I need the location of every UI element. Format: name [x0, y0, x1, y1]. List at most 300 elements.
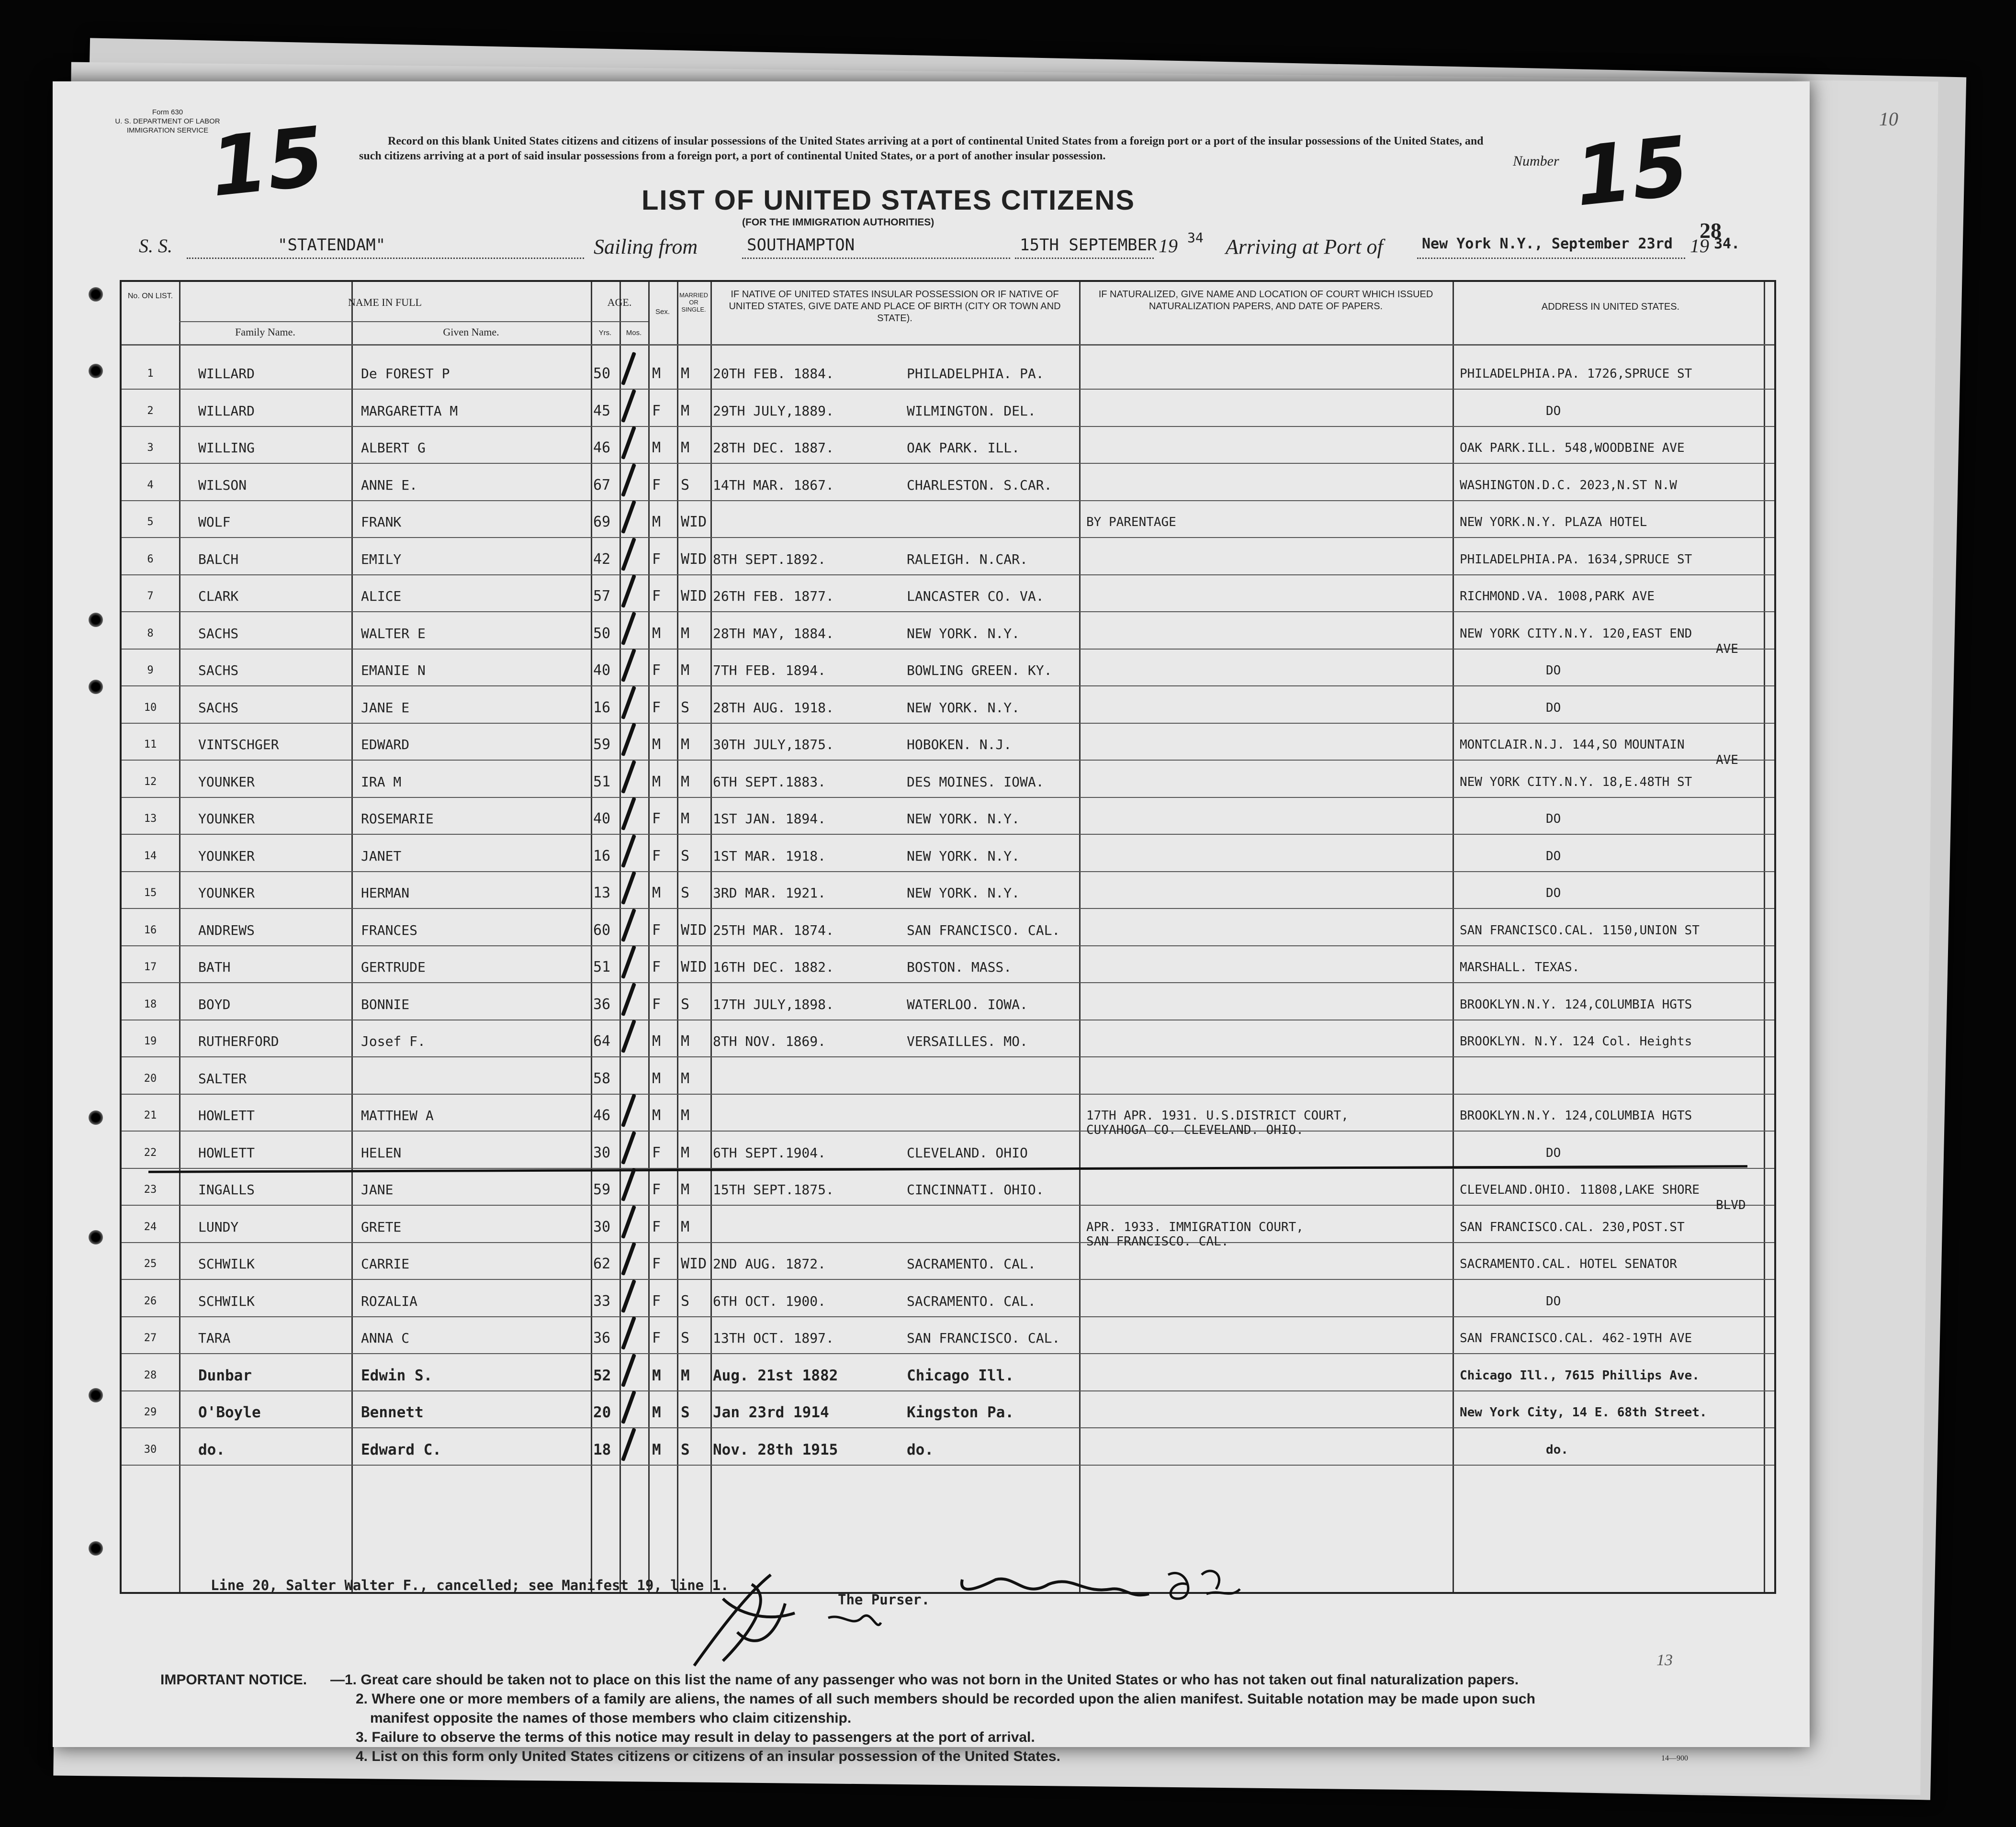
given-name: WALTER E — [361, 625, 426, 641]
row-number: 9 — [147, 664, 154, 676]
marital-status: M — [681, 773, 690, 790]
age-years: 50 — [593, 625, 611, 642]
address: SAN FRANCISCO.CAL. 1150,UNION ST — [1460, 923, 1700, 938]
address: PHILADELPHIA.PA. 1726,SPRUCE ST — [1460, 367, 1692, 381]
row-number: 5 — [147, 516, 154, 528]
given-name: JANET — [361, 848, 402, 864]
sex: F — [652, 476, 661, 493]
family-name: SCHWILK — [198, 1293, 255, 1309]
family-name: CLARK — [198, 588, 239, 604]
check-mark — [621, 760, 636, 793]
birth-place: Kingston Pa. — [907, 1404, 1014, 1421]
row-divider — [122, 611, 1774, 612]
birth-place: WILMINGTON. DEL. — [907, 403, 1036, 419]
form-line-1: Form 630 — [152, 108, 183, 116]
check-mark — [621, 1390, 636, 1424]
arrival-year-prefix: 19 — [1690, 235, 1709, 257]
corner-pencil-mark: 10 — [1879, 108, 1898, 130]
marital-status: S — [681, 476, 690, 493]
row-divider — [122, 574, 1774, 575]
col-name-header: NAME IN FULL — [348, 296, 422, 308]
birth-date: 6TH OCT. 1900. — [713, 1293, 826, 1309]
birth-date: 26TH FEB. 1877. — [713, 588, 834, 604]
notice-2-cont: manifest opposite the names of those members who claim citizenship. — [370, 1710, 852, 1726]
row-divider — [122, 1427, 1774, 1428]
birth-date: 15TH SEPT.1875. — [713, 1182, 834, 1198]
check-mark — [621, 352, 636, 385]
sex: M — [652, 1404, 661, 1421]
col-divider — [1453, 282, 1454, 1592]
family-name: WILLARD — [198, 403, 255, 419]
given-name: JANE E — [361, 699, 410, 716]
binding-hole — [89, 364, 103, 378]
birth-place: RALEIGH. N.CAR. — [907, 551, 1028, 567]
row-divider — [122, 1316, 1774, 1317]
col-divider — [648, 282, 650, 1592]
marital-status: WID — [681, 550, 707, 568]
col-no-header: No. ON LIST. — [127, 292, 173, 300]
row-divider — [122, 426, 1774, 427]
col-divider — [591, 282, 592, 1592]
address: DO — [1546, 849, 1561, 863]
check-mark — [621, 685, 636, 719]
family-name: SACHS — [198, 625, 239, 641]
row-divider — [122, 834, 1774, 835]
age-years: 57 — [593, 588, 611, 605]
marital-status: S — [681, 1292, 690, 1310]
marital-status: M — [681, 1107, 690, 1124]
col-family-header: Family Name. — [235, 326, 295, 338]
naturalization: 17TH APR. 1931. U.S.DISTRICT COURT, — [1086, 1109, 1349, 1123]
check-mark — [621, 611, 636, 645]
marital-status: M — [681, 1218, 690, 1235]
address: NEW YORK CITY.N.Y. 18,E.48TH ST — [1460, 774, 1692, 789]
age-years: 51 — [593, 959, 611, 975]
row-number: 2 — [147, 404, 154, 417]
given-name: ALICE — [361, 588, 402, 604]
row-number: 18 — [144, 998, 157, 1010]
row-divider — [122, 945, 1774, 946]
row-number: 27 — [144, 1332, 157, 1344]
address: DO — [1546, 404, 1561, 418]
birth-date: 16TH DEC. 1882. — [713, 959, 834, 975]
row-number: 24 — [144, 1221, 157, 1233]
birth-date: 28TH DEC. 1887. — [713, 440, 834, 456]
age-years: 46 — [593, 439, 611, 456]
col-divider — [179, 282, 180, 1592]
marital-status: M — [681, 1144, 690, 1161]
col-age-header: AGE. — [607, 296, 632, 308]
col-divider — [351, 282, 353, 1592]
row-number: 29 — [144, 1406, 157, 1418]
family-name: SACHS — [198, 699, 239, 716]
sex: F — [652, 1144, 661, 1161]
check-mark — [621, 389, 636, 422]
page-number: 28 — [1700, 218, 1722, 243]
given-name: De FOREST P — [361, 366, 450, 381]
row-number: 17 — [144, 961, 157, 973]
birth-date: 14TH MAR. 1867. — [713, 477, 834, 493]
binding-hole — [89, 1388, 103, 1402]
ship-name: "STATENDAM" — [278, 235, 386, 255]
family-name: LUNDY — [198, 1219, 239, 1235]
col-naturalized-header: IF NATURALIZED, GIVE NAME AND LOCATION OF COURT WHICH ISSUED NATURALIZATION PAPERS, AND DATE OF PAPERS. — [1098, 289, 1433, 312]
birth-place: SAN FRANCISCO. CAL. — [907, 1330, 1060, 1346]
birth-date: 8TH NOV. 1869. — [713, 1033, 826, 1049]
birth-date: 1ST JAN. 1894. — [713, 811, 826, 827]
age-years: 30 — [593, 1144, 611, 1161]
sex: M — [652, 773, 661, 790]
family-name: SACHS — [198, 662, 239, 678]
row-number: 8 — [147, 627, 154, 639]
check-mark — [621, 834, 636, 867]
birth-place: NEW YORK. N.Y. — [907, 699, 1020, 716]
sex: F — [652, 588, 661, 605]
given-name: MARGARETTA M — [361, 403, 458, 419]
col-address-header: ADDRESS IN UNITED STATES. — [1541, 302, 1680, 312]
family-name: YOUNKER — [198, 885, 255, 901]
row-number: 6 — [147, 553, 154, 565]
family-name: BALCH — [198, 551, 239, 567]
marital-status: S — [681, 1441, 690, 1458]
row-divider — [122, 649, 1774, 650]
address: CLEVELAND.OHIO. 11808,LAKE SHORE — [1460, 1183, 1700, 1197]
given-name: GRETE — [361, 1219, 402, 1235]
age-years: 45 — [593, 402, 611, 419]
family-name: SALTER — [198, 1070, 247, 1087]
family-name: WILSON — [198, 477, 247, 493]
check-mark — [621, 871, 636, 905]
row-divider — [122, 982, 1774, 983]
check-mark — [621, 1168, 636, 1201]
sex: M — [652, 439, 661, 456]
given-name: ANNE E. — [361, 477, 418, 493]
check-mark — [621, 723, 636, 756]
sex: M — [652, 514, 661, 530]
given-name: ROSEMARIE — [361, 811, 434, 827]
address: NEW YORK.N.Y. PLAZA HOTEL — [1460, 515, 1647, 529]
sex: F — [652, 996, 661, 1013]
row-number: 13 — [144, 813, 157, 825]
address-cont: BLVD — [1716, 1198, 1746, 1212]
row-number: 26 — [144, 1295, 157, 1307]
given-name: ANNA C — [361, 1330, 410, 1346]
row-divider — [122, 1242, 1774, 1243]
marital-status: WID — [681, 921, 707, 939]
address: SAN FRANCISCO.CAL. 462-19TH AVE — [1460, 1331, 1692, 1345]
number-label: Number — [1513, 153, 1559, 169]
age-years: 16 — [593, 699, 611, 716]
sex: M — [652, 365, 661, 382]
birth-date: 29TH JULY,1889. — [713, 403, 834, 419]
row-number: 4 — [147, 479, 154, 491]
sex: F — [652, 1330, 661, 1346]
check-mark — [621, 574, 636, 608]
row-divider — [122, 1353, 1774, 1354]
binding-hole — [89, 287, 103, 302]
notice-3: 3. Failure to observe the terms of this notice may result in delay to passengers at the port of arrival. — [356, 1729, 1035, 1745]
birth-date: Nov. 28th 1915 — [713, 1441, 838, 1458]
birth-place: BOSTON. MASS. — [907, 959, 1012, 975]
birth-place: BOWLING GREEN. KY. — [907, 662, 1052, 678]
address: SAN FRANCISCO.CAL. 230,POST.ST — [1460, 1220, 1685, 1234]
family-name: Dunbar — [198, 1367, 252, 1384]
birth-date: 25TH MAR. 1874. — [713, 922, 834, 938]
col-birth-header: IF NATIVE OF UNITED STATES INSULAR POSSESSION OR IF NATIVE OF UNITED STATES, GIVE DATE AND PLACE OF BIRTH (CITY OR TOWN AND STATE). — [729, 289, 1061, 324]
row-number: 16 — [144, 924, 157, 936]
age-years: 40 — [593, 662, 611, 679]
row-number: 19 — [144, 1035, 157, 1047]
address: PHILADELPHIA.PA. 1634,SPRUCE ST — [1460, 552, 1692, 567]
birth-place: NEW YORK. N.Y. — [907, 811, 1020, 827]
row-number: 25 — [144, 1258, 157, 1270]
family-name: O'Boyle — [198, 1404, 261, 1421]
birth-place: NEW YORK. N.Y. — [907, 885, 1020, 901]
marital-status: S — [681, 699, 690, 716]
sex: F — [652, 847, 661, 864]
address: New York City, 14 E. 68th Street. — [1460, 1405, 1707, 1420]
birth-date: 28TH MAY, 1884. — [713, 625, 834, 641]
notice-4: 4. List on this form only United States citizens or citizens of an insular possession of the United States. — [356, 1749, 1060, 1764]
sex: F — [652, 402, 661, 419]
col-divider — [710, 282, 712, 1592]
row-divider — [122, 389, 1774, 390]
birth-place: OAK PARK. ILL. — [907, 440, 1020, 456]
marital-status: WID — [681, 1255, 707, 1272]
birth-place: NEW YORK. N.Y. — [907, 625, 1020, 641]
naturalization: BY PARENTAGE — [1086, 515, 1176, 529]
pencil-mark: 13 — [1656, 1651, 1673, 1669]
given-name: Edward C. — [361, 1441, 441, 1458]
binding-hole — [89, 1230, 103, 1244]
row-number: 11 — [144, 739, 157, 751]
family-name: TARA — [198, 1330, 231, 1346]
row-number: 21 — [144, 1110, 157, 1121]
date-underline — [1015, 258, 1154, 259]
row-divider — [122, 723, 1774, 724]
address: SACRAMENTO.CAL. HOTEL SENATOR — [1460, 1257, 1677, 1271]
age-years: 50 — [593, 365, 611, 382]
check-mark — [621, 426, 636, 460]
age-years: 36 — [593, 996, 611, 1013]
arrival-underline — [1417, 258, 1685, 259]
form-line-2: U. S. DEPARTMENT OF LABOR — [115, 117, 220, 125]
sex: F — [652, 1292, 661, 1310]
birth-date: 1ST MAR. 1918. — [713, 848, 826, 864]
sex: F — [652, 810, 661, 827]
form-code: 14—900 — [1661, 1754, 1688, 1762]
check-mark — [621, 945, 636, 979]
sex: M — [652, 1033, 661, 1050]
row-divider — [122, 760, 1774, 761]
birth-place: VERSAILLES. MO. — [907, 1033, 1028, 1049]
marital-status: M — [681, 1033, 690, 1050]
handwritten-number-right: 15 — [1570, 119, 1693, 225]
age-years: 42 — [593, 550, 611, 568]
family-name: WOLF — [198, 514, 231, 530]
birth-place: SAN FRANCISCO. CAL. — [907, 922, 1060, 938]
binding-hole — [89, 613, 103, 627]
row-number: 23 — [144, 1184, 157, 1196]
family-name: ANDREWS — [198, 922, 255, 938]
address: MONTCLAIR.N.J. 144,SO MOUNTAIN — [1460, 738, 1685, 752]
sex: F — [652, 921, 661, 939]
given-name: Bennett — [361, 1404, 424, 1421]
marital-status: S — [681, 885, 690, 901]
family-name: HOWLETT — [198, 1144, 255, 1161]
birth-date: 30TH JULY,1875. — [713, 737, 834, 752]
family-name: BOYD — [198, 996, 231, 1012]
handwritten-number-left: 15 — [206, 109, 329, 215]
row-divider — [122, 463, 1774, 464]
birth-place: DES MOINES. IOWA. — [907, 773, 1044, 790]
name-age-divider — [179, 321, 648, 322]
birth-place: do. — [907, 1441, 934, 1458]
age-years: 16 — [593, 847, 611, 864]
row-number: 15 — [144, 887, 157, 899]
birth-place: WATERLOO. IOWA. — [907, 996, 1028, 1012]
birth-date: 7TH FEB. 1894. — [713, 662, 826, 678]
row-divider — [122, 1056, 1774, 1057]
sex: M — [652, 885, 661, 901]
given-name: HELEN — [361, 1144, 402, 1161]
page-subtitle: (FOR THE IMMIGRATION AUTHORITIES) — [742, 217, 935, 228]
marital-status: M — [681, 1181, 690, 1198]
sex: F — [652, 1181, 661, 1198]
row-divider — [122, 908, 1774, 909]
given-name: FRANK — [361, 514, 402, 530]
sex: M — [652, 736, 661, 753]
address: Chicago Ill., 7615 Phillips Ave. — [1460, 1368, 1700, 1383]
check-mark — [621, 1205, 636, 1238]
check-mark — [621, 537, 636, 571]
cancellation-note: Line 20, Salter Walter F., cancelled; see Manifest 19, line 1. — [211, 1577, 729, 1593]
sex: M — [652, 1367, 661, 1384]
age-years: 58 — [593, 1070, 611, 1087]
check-mark — [621, 1279, 636, 1312]
address: NEW YORK CITY.N.Y. 120,EAST END — [1460, 626, 1692, 641]
row-divider — [122, 500, 1774, 501]
address-cont: AVE — [1716, 753, 1738, 767]
given-name: FRANCES — [361, 922, 418, 938]
address-cont: AVE — [1716, 641, 1738, 656]
age-years: 52 — [593, 1367, 611, 1384]
arrival-year-suffix: 34. — [1714, 235, 1740, 252]
address: DO — [1546, 812, 1561, 826]
row-divider — [122, 797, 1774, 798]
check-mark — [621, 1131, 636, 1164]
address: BROOKLYN. N.Y. 124 Col. Heights — [1460, 1034, 1692, 1049]
intro-paragraph: Record on this blank United States citizens and citizens of insular possessions of the United States arriving at a port of continental United States from a foreign port or a port of the insular possessions of the United States, and such citizens arriving at a port of said insular possessions from a foreign port, a port of continental United States, or a port of another insular possession. — [359, 135, 1484, 162]
age-years: 36 — [593, 1330, 611, 1346]
row-divider — [122, 1205, 1774, 1206]
naturalization-cont: CUYAHOGA CO. CLEVELAND. OHIO. — [1086, 1123, 1304, 1137]
address: OAK PARK.ILL. 548,WOODBINE AVE — [1460, 441, 1685, 455]
check-mark — [621, 908, 636, 942]
birth-date: 6TH SEPT.1904. — [713, 1144, 826, 1161]
row-number: 1 — [147, 368, 154, 380]
age-years: 59 — [593, 736, 611, 753]
birth-place: Chicago Ill. — [907, 1367, 1014, 1384]
col-divider — [1079, 282, 1081, 1592]
sex: F — [652, 699, 661, 716]
col-divider — [677, 282, 678, 1592]
address: DO — [1546, 1145, 1561, 1160]
ship-underline — [187, 258, 584, 259]
marital-status: S — [681, 996, 690, 1013]
marital-status: M — [681, 662, 690, 679]
birth-place: SACRAMENTO. CAL. — [907, 1293, 1036, 1309]
check-mark — [621, 1427, 636, 1461]
sex: M — [652, 1441, 661, 1458]
family-name: WILLARD — [198, 366, 255, 381]
address: DO — [1546, 700, 1561, 715]
family-name: HOWLETT — [198, 1108, 255, 1123]
check-mark — [621, 1353, 636, 1387]
address: BROOKLYN.N.Y. 124,COLUMBIA HGTS — [1460, 1109, 1692, 1123]
address: DO — [1546, 663, 1561, 678]
birth-place: CINCINNATI. OHIO. — [907, 1182, 1044, 1198]
ss-label: S. S. — [139, 235, 172, 257]
age-years: 30 — [593, 1218, 611, 1235]
row-divider — [122, 1094, 1774, 1095]
given-name: HERMAN — [361, 885, 410, 901]
page-title: LIST OF UNITED STATES CITIZENS — [642, 185, 1135, 216]
family-name: YOUNKER — [198, 773, 255, 790]
sex: M — [652, 1107, 661, 1124]
row-number: 3 — [147, 442, 154, 454]
given-name: IRA M — [361, 773, 402, 790]
marital-status: M — [681, 1070, 690, 1087]
sex: F — [652, 959, 661, 975]
sex: F — [652, 550, 661, 568]
year-prefix: 19 — [1159, 235, 1178, 257]
given-name: ALBERT G — [361, 440, 426, 456]
row-divider — [122, 1131, 1774, 1132]
address: DO — [1546, 1294, 1561, 1309]
age-years: 62 — [593, 1255, 611, 1272]
given-name: EMANIE N — [361, 662, 426, 678]
notice-label: IMPORTANT NOTICE. — [160, 1672, 307, 1688]
check-mark — [621, 1094, 636, 1127]
family-name: RUTHERFORD — [198, 1033, 279, 1049]
sailing-label: Sailing from — [594, 235, 698, 258]
col-divider — [619, 282, 621, 1592]
marital-status: WID — [681, 514, 707, 530]
col-sex-header: Sex. — [655, 308, 670, 316]
birth-date: Aug. 21st 1882 — [713, 1367, 838, 1384]
col-given-header: Given Name. — [443, 326, 499, 338]
birth-place: CHARLESTON. S.CAR. — [907, 477, 1052, 493]
purser-label: The Purser. — [838, 1592, 930, 1608]
col-divider — [1764, 282, 1765, 1592]
year-suffix: 34 — [1187, 230, 1204, 246]
given-name: JANE — [361, 1182, 394, 1198]
birth-place: PHILADELPHIA. PA. — [907, 366, 1044, 381]
marital-status: M — [681, 736, 690, 753]
age-years: 59 — [593, 1181, 611, 1198]
row-number: 7 — [147, 590, 154, 602]
given-name: GERTRUDE — [361, 959, 426, 975]
sex: M — [652, 625, 661, 642]
family-name: WILLING — [198, 440, 255, 456]
age-years: 60 — [593, 921, 611, 939]
check-mark — [621, 463, 636, 496]
header-divider — [122, 344, 1774, 346]
row-divider — [122, 685, 1774, 686]
marital-status: S — [681, 847, 690, 864]
col-yrs-header: Yrs. — [598, 329, 612, 337]
